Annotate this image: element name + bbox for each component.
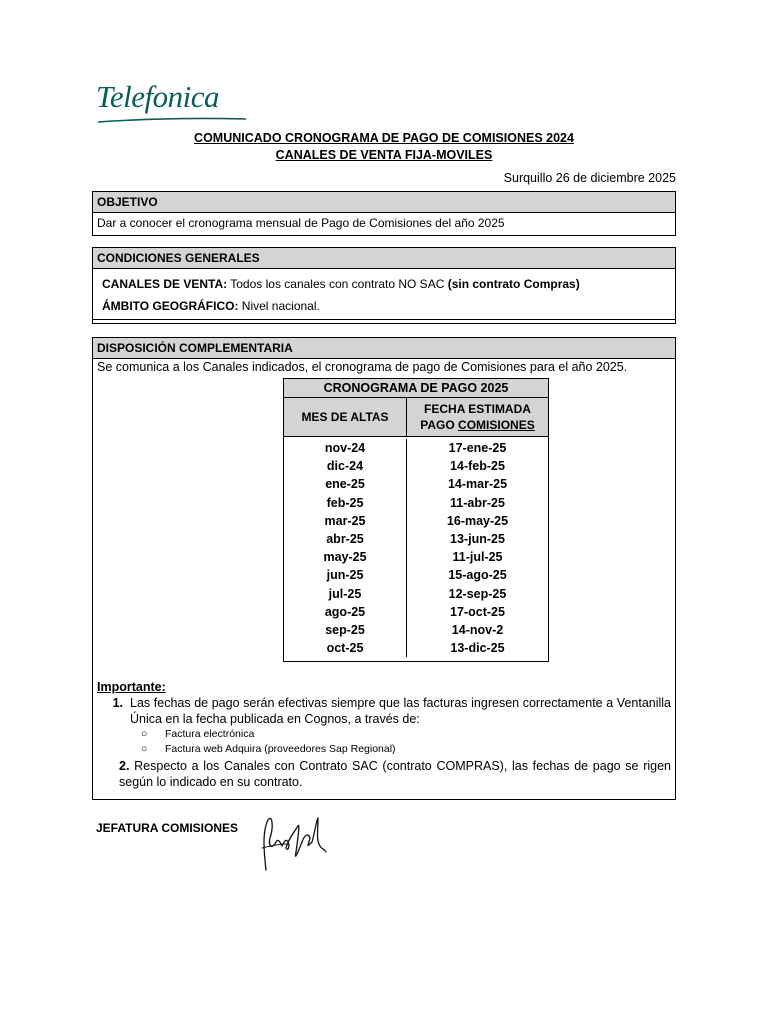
objetivo-text: Dar a conocer el cronograma mensual de Pago de Comisiones del año 2025 <box>97 216 505 230</box>
item-text: Las fechas de pago serán efectivas siempre que las facturas ingresen correctamente a Ventanilla Única en la fecha publicada en Cognos, a través de: <box>130 696 671 726</box>
canales-text: Todos los canales con contrato NO SAC <box>230 277 445 291</box>
table-cell-mes: ene-25 <box>325 477 365 492</box>
table-cell-mes: jun-25 <box>326 568 364 583</box>
table-cell-mes: mar-25 <box>324 513 366 528</box>
item-text: Respecto a los Canales con Contrato SAC (contrato COMPRAS), las fechas de pago se rigen según lo indicado en su contrato. <box>119 759 671 789</box>
fecha-column <box>407 439 548 657</box>
ambito-text: Nivel nacional. <box>241 299 320 313</box>
table-cell-fecha: 13-dic-25 <box>450 641 505 656</box>
table-cell-mes: sep-25 <box>325 622 365 637</box>
table-cell-fecha: 14-feb-25 <box>450 459 505 474</box>
disposicion-section <box>92 337 676 800</box>
mes-column <box>284 439 407 657</box>
sub-item-text: Factura web Adquira (proveedores Sap Regional) <box>165 743 396 755</box>
logo-swoosh-icon <box>96 116 248 124</box>
sub-item <box>97 727 671 742</box>
schedule-title: CRONOGRAMA DE PAGO 2025 <box>284 379 548 398</box>
telefonica-logo <box>96 80 256 128</box>
logo-wordmark: Telefonica <box>96 79 220 114</box>
item-number: 2. <box>119 759 130 773</box>
document-title: COMUNICADO CRONOGRAMA DE PAGO DE COMISIONES 2024 <box>194 131 574 145</box>
objetivo-heading: OBJETIVO <box>93 192 675 213</box>
important-item-2 <box>97 758 671 790</box>
signature-icon <box>258 812 330 872</box>
table-cell-fecha: 12-sep-25 <box>448 586 507 601</box>
sub-item-text: Factura electrónica <box>165 728 255 740</box>
col-fecha-prefix: PAGO <box>420 418 459 432</box>
table-cell-fecha: 11-abr-25 <box>450 495 505 510</box>
canales-label: CANALES DE VENTA: <box>102 277 228 291</box>
table-cell-fecha: 14-mar-25 <box>447 477 508 492</box>
table-cell-fecha: 14-nov-2 <box>451 622 504 637</box>
circle-bullet-icon: ○ <box>141 728 148 740</box>
table-cell-fecha: 15-ago-25 <box>448 568 507 583</box>
table-cell-fecha: 16-may-25 <box>446 513 509 528</box>
col-mes-altas: MES DE ALTAS <box>284 398 407 436</box>
table-cell-mes: may-25 <box>323 550 367 565</box>
table-cell-fecha: 17-oct-25 <box>450 604 505 619</box>
ambito-label: ÁMBITO GEOGRÁFICO: <box>102 299 239 313</box>
signer-label: JEFATURA COMISIONES <box>96 821 239 835</box>
schedule-body <box>284 437 548 661</box>
objetivo-section <box>92 191 676 236</box>
col-fecha-pago <box>407 398 548 436</box>
table-cell-mes: ago-25 <box>324 604 366 619</box>
schedule-header-row <box>284 398 548 437</box>
document-date: Surquillo 26 de diciembre 2025 <box>503 171 676 185</box>
condiciones-section <box>92 247 676 324</box>
table-cell-mes: oct-25 <box>326 641 364 656</box>
sub-item <box>97 742 671 757</box>
ambito-line <box>102 295 666 317</box>
table-cell-mes: nov-24 <box>324 441 366 455</box>
disposicion-heading: DISPOSICIÓN COMPLEMENTARIA <box>93 338 675 359</box>
document-subtitle: CANALES DE VENTA FIJA-MOVILES <box>275 148 493 162</box>
condiciones-heading: CONDICIONES GENERALES <box>93 248 675 269</box>
schedule-table <box>283 378 549 662</box>
table-cell-fecha: 11-jul-25 <box>452 550 503 565</box>
divider <box>93 319 675 320</box>
important-notes <box>97 680 671 790</box>
canales-line <box>102 273 666 295</box>
circle-bullet-icon: ○ <box>141 743 148 755</box>
important-item-1 <box>97 695 671 727</box>
col-fecha-line1: FECHA ESTIMADA <box>424 402 531 416</box>
col-fecha-underlined: COMISIONES <box>458 418 535 432</box>
item-number: 1. <box>112 696 123 710</box>
table-cell-fecha: 13-jun-25 <box>450 531 505 546</box>
canales-bold: (sin contrato Compras) <box>447 277 580 291</box>
disposicion-intro: Se comunica a los Canales indicados, el cronograma de pago de Comisiones para el año 2025. <box>97 360 628 374</box>
table-cell-mes: feb-25 <box>326 495 364 510</box>
table-cell-mes: jul-25 <box>328 586 362 601</box>
table-cell-fecha: 17-ene-25 <box>448 441 507 455</box>
table-cell-mes: dic-24 <box>326 459 364 474</box>
condiciones-body <box>93 269 675 321</box>
important-title: Importante: <box>97 680 166 694</box>
table-cell-mes: abr-25 <box>326 531 364 546</box>
